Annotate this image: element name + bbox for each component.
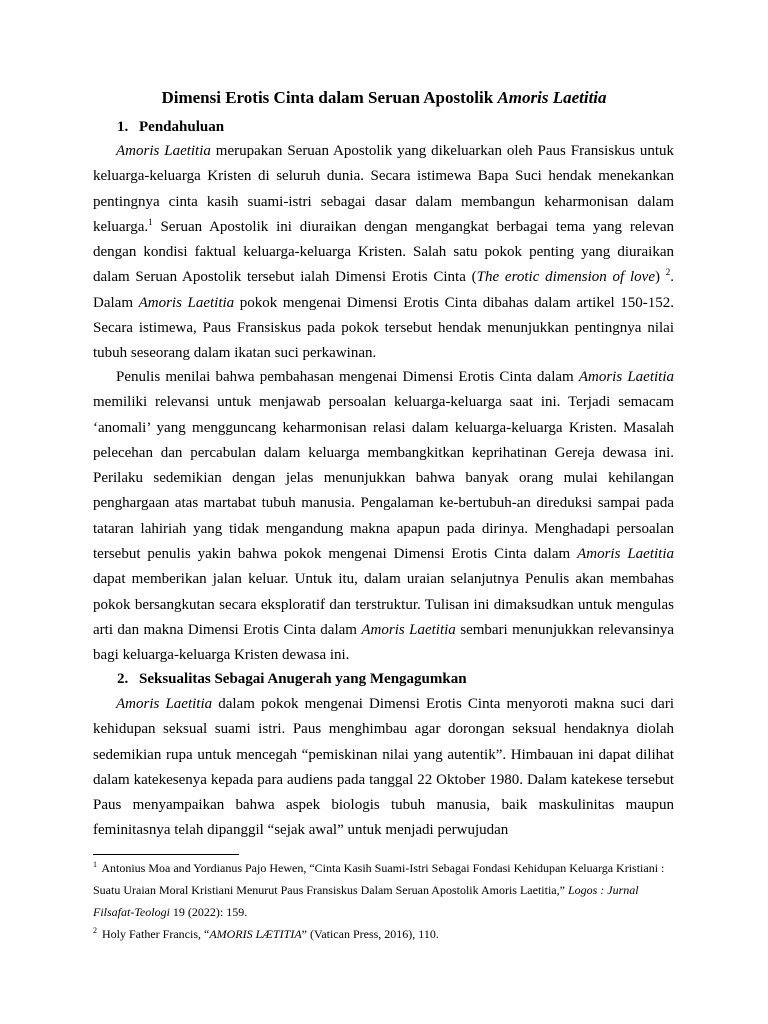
italic-term: Amoris Laetitia [116, 143, 211, 159]
footnote-ref-1[interactable]: 1 [148, 216, 153, 227]
footnote-1 [93, 857, 674, 923]
footnote-1-text: Antonius Moa and Yordianus Pajo Hewen, “Cinta Kasih Suami-Istri Sebagai Fondasi Kehidupan Keluarga Kristiani : Suatu Uraian Moral Kristiani Menurut Paus Fransiskus Dalam Seruan Apostolik Amoris Laetitia,” [93, 861, 665, 897]
text-run: memiliki relevansi untuk menjawab persoalan keluarga-keluarga saat ini. Terjadi semacam ‘anomali’ yang mengguncang keharmonisan relasi dalam keluarga-keluarga Kristen. Masalah pelecehan dan percabulan dalam keluarga membangkitkan keprihatinan Gereja dewasa ini. Perilaku sedemikian dengan jelas menunjukkan bahwa banyak orang mulai kehilangan penghargaan atas martabat tubuh manusia. Pengalaman ke-bertubuh-an direduksi sampai pada tataran lahiriah yang tidak mengandung makna apapun pada dirinya. Menghadapi persoalan tersebut penulis yakin bahwa pokok mengenai Dimensi Erotis Cinta dalam [93, 394, 674, 563]
text-run: merupakan Seruan Apostolik yang dikeluarkan oleh Paus Fransiskus untuk keluarga-keluarga Kristen di seluruh dunia. Secara istimewa Bapa Suci hendak menekankan pentingnya cinta kasih suami-istri sebagai dasar dalam membangun keharmonisan dalam keluarga. [93, 143, 674, 235]
italic-term: Amoris Laetitia [138, 294, 235, 311]
footnote-1-mark: 1 [93, 860, 97, 869]
section-1-paragraph-1 [93, 139, 674, 367]
footnote-2 [93, 923, 674, 945]
footnote-2-text: Holy Father Francis, “ [99, 927, 210, 941]
section-2-heading [117, 669, 467, 689]
section-1-paragraph-2 [93, 365, 674, 669]
text-run: . Dalam [93, 269, 675, 311]
text-run: Penulis menilai bahwa pembahasan mengenai Dimensi Erotis Cinta dalam [116, 369, 579, 385]
document-title [0, 86, 768, 110]
footnote-2-title: AMORIS LÆTITIA [209, 927, 302, 941]
footnotes [93, 857, 674, 945]
section-1-heading [117, 117, 224, 137]
footnote-2-mark: 2 [93, 926, 97, 935]
text-run: sembari menunjukkan relevansinya bagi keluarga-keluarga Kristen dewasa ini. [93, 621, 675, 664]
footnote-1-tail: 19 (2022): 159. [169, 905, 248, 919]
italic-term: Amoris Laetitia [116, 696, 213, 712]
footnote-separator [93, 854, 239, 855]
text-run: dapat memberikan jalan keluar. Untuk itu, dalam uraian selanjutnya Penulis akan membahas pokok bersangkutan secara eksploratif dan terstruktur. Tulisan ini dimaksudkan untuk mengulas arti dan makna Dimensi Erotis Cinta dalam [93, 571, 674, 638]
section-2-title: Seksualitas Sebagai Anugerah yang Mengagumkan [139, 671, 467, 687]
text-run: pokok mengenai Dimensi Erotis Cinta dibahas dalam artikel 150-152. Secara istimewa, Paus Fransiskus pada pokok tersebut hendak menunjukkan pentingnya nilai tubuh seseorang dalam ikatan suci perkawinan. [93, 294, 675, 362]
footnote-ref-2[interactable]: 2 [665, 267, 671, 278]
section-1-title: Pendahuluan [139, 119, 225, 135]
italic-term: The erotic dimension of love [476, 269, 655, 286]
section-2-number: 2. [117, 671, 129, 687]
footnote-1-journal: Logos : Jurnal Filsafat-Teologi [93, 883, 639, 919]
text-run: ) [654, 269, 666, 286]
italic-term: Amoris Laetitia [361, 621, 456, 638]
italic-term: Amoris Laetitia [578, 369, 674, 385]
text-run: Seruan Apostolik ini diuraikan dengan mengangkat berbagai tema yang relevan dengan kondisi faktual keluarga-keluarga Kristen. Salah satu pokok penting yang diuraikan dalam Seruan Apostolik tersebut ialah Dimensi Erotis Cinta ( [93, 218, 674, 286]
italic-term: Amoris Laetitia [577, 546, 675, 563]
footnote-2-tail: ” (Vatican Press, 2016), 110. [301, 927, 439, 941]
text-run: dalam pokok mengenai Dimensi Erotis Cinta menyoroti makna suci dari kehidupan seksual suami istri. Paus menghimbau agar dorongan seksual hendaknya diolah sedemikian rupa untuk mencegah “pemiskinan nilai yang autentik”. Himbauan ini dapat dilihat dalam katekesenya kepada para audiens pada tanggal 22 Oktober 1980. Dalam katekese tersebut Paus menyampaikan bahwa aspek biologis tubuh manusia, baik maskulinitas maupun feminitasnya telah dipanggil “sejak awal” untuk menjadi perwujudan [93, 696, 674, 839]
section-1-number: 1. [117, 119, 129, 135]
section-2-paragraph-1 [93, 692, 674, 844]
title-italic: Amoris Laetitia [497, 88, 607, 107]
title-text: Dimensi Erotis Cinta dalam Seruan Apostolik [161, 88, 498, 107]
